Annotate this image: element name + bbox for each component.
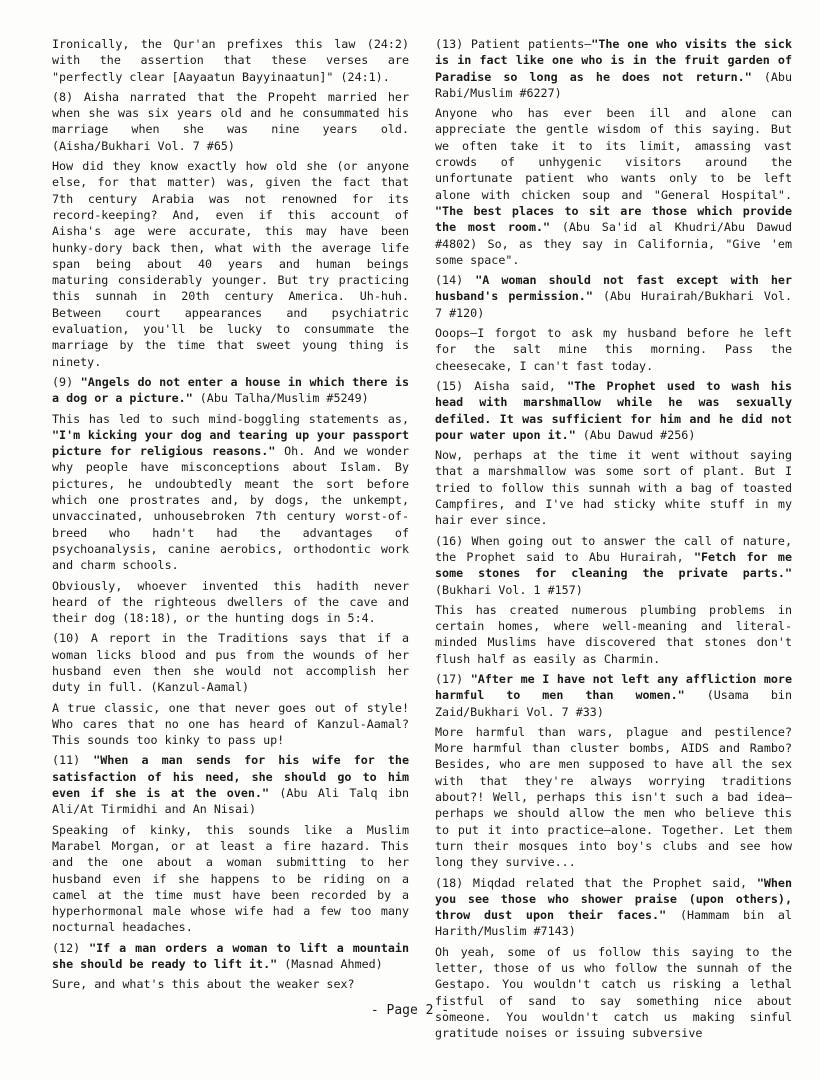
- paragraph: Ooops—I forgot to ask my husband before he left for the salt mine this morning. Pass the cheesecake, I can't fast today.: [435, 326, 792, 373]
- page-number: - Page 2 -: [370, 1003, 450, 1018]
- paragraph: [52, 752, 409, 817]
- paragraph-text: (Abu Hurairah/Bukhari Vol. 7 #120): [435, 289, 792, 320]
- paragraph-text: (Usama bin Zaid/Bukhari Vol. 7 #33): [435, 688, 792, 719]
- paragraph-text: Anyone who has ever been ill and alone can appreciate the gentle wisdom of this saying. But we often take it to its limit, amassing vast crowds of unhygenic visitors around the unfortunate patient who wants only to be left alone with chicken soup and "General Hospital".: [435, 106, 792, 202]
- paragraph: Speaking of kinky, this sounds like a Muslim Marabel Morgan, or at least a fire hazard. This and the one about a woman submitting to her husband even if she happens to be riding on a camel at the time must have been recorded by a hyperhormonal male whose wife had a few too many nocturnal headaches.: [52, 822, 409, 935]
- quoted-hadith: "I'm kicking your dog and tearing up your passport picture for religious reasons.": [52, 427, 409, 459]
- paragraph-text: Oh. And we wonder why people have misconceptions about Islam. By pictures, he undoubtedly meant the sort before which one prostrates and, by dogs, the unkempt, unvaccinated, unhousebroken 7th century worst-of-breed who hadn't had the advantages of psychoanalysis, canine aerobics, orthodontic work and charm schools.: [52, 444, 409, 573]
- paragraph-text: (Abu Rabi/Muslim #6227): [435, 69, 792, 100]
- paragraph-text: (Abu Sa'id al Khudri/Abu Dawud #4802) So, as they say in California, "Give 'em some space".: [435, 220, 792, 267]
- paragraph-text: (Bukhari Vol. 1 #157): [435, 582, 583, 597]
- paragraph-text: (14): [435, 273, 476, 288]
- quoted-hadith: "A woman should not fast except with her husband's permission.": [435, 273, 792, 304]
- quoted-hadith: "When you see those who shower praise (upon others), throw dust upon their faces.": [435, 875, 792, 923]
- paragraph: Sure, and what's this about the weaker sex?: [52, 977, 355, 992]
- paragraph-text: (13) Patient patients—: [435, 37, 592, 51]
- paragraph: Oh yeah, some of us follow this saying to the letter, those of us who follow the sunnah of the Gestapo. You wouldn't catch us risking a lethal fistful of sand to say something nice about someone. You wouldn't catch us making sinful gratitude noises or issuing subversive: [435, 944, 792, 1041]
- paragraph-text: (Masnad Ahmed): [277, 957, 383, 972]
- quoted-hadith: "Fetch for me some stones for cleaning the private parts.": [435, 549, 792, 581]
- paragraph: [52, 374, 409, 407]
- paragraph: [435, 105, 792, 268]
- quoted-hadith: "When a man sends for his wife for the satisfaction of his need, she should go to him even if she is at the oven.": [52, 753, 409, 801]
- paragraph: How did they know exactly how old she (or anyone else, for that matter) was, given the fact that 7th century Arabia was not renowned for its record-keeping? And, even if this account of Aisha's age were accurate, this may have been hunky-dory back then, what with the average life span being about 40 years and human beings maturing considerably younger. But try practicing this sunnah in 20th century America. Uh-huh. Between court appearances and psychiatric evaluation, you'll be lucky to consummate the marriage by the time that sweet young thing is ninety.: [52, 159, 409, 369]
- page-body: [52, 36, 793, 1041]
- paragraph-text: This has led to such mind-boggling statements as,: [52, 411, 409, 426]
- paragraph-text: (9): [52, 374, 81, 389]
- paragraph-text: (17): [435, 671, 471, 686]
- paragraph-text: (15) Aisha said,: [435, 378, 568, 393]
- quoted-hadith: "The one who visits the sick is in fact like one who is in the fruit garden of Paradise so long as he does not return.": [435, 37, 792, 84]
- paragraph: Now, perhaps at the time it went without saying that a marshmallow was some sort of plant. But I tried to follow this sunnah with a bag of toasted Campfires, and I've had sticky white stuff in my hair ever since.: [435, 448, 792, 528]
- paragraph-text: (12): [52, 940, 90, 955]
- quoted-hadith: "After me I have not left any affliction more harmful to men than women.": [435, 671, 792, 703]
- paragraph: (10) A report in the Traditions says that if a woman licks blood and pus from the wounds of her husband even then she would not accomplish her duty in full. (Kanzul-Aamal): [52, 631, 409, 695]
- quoted-hadith: "Angels do not enter a house in which there is a dog or a picture.": [52, 374, 409, 406]
- paragraph: (8) Aisha narrated that the Propeht married her when she was six years old and he consummated his marriage when she was nine years old. (Aisha/Bukhari Vol. 7 #65): [52, 89, 409, 153]
- right-column: [435, 36, 793, 1041]
- paragraph: [435, 378, 792, 443]
- quoted-hadith: "The best places to sit are those which provide the most room.": [435, 203, 792, 235]
- paragraph-text: (Abu Talha/Muslim #5249): [192, 391, 369, 406]
- quoted-hadith: "The Prophet used to wash his head with marshmallow while he was sexually defiled. It was sufficient for him and he did not pour water upon it.": [435, 378, 793, 442]
- paragraph: Obviously, whoever invented this hadith never heard of the righteous dwellers of the cave and their dog (18:18), or the hunting dogs in 5:4.: [52, 578, 409, 626]
- paragraph: This has created numerous plumbing problems in certain homes, where well-meaning and literal-minded Muslims have discovered that stones don't flush half as easily as Charmin.: [435, 602, 792, 666]
- paragraph-text: (18) Miqdad related that the Prophet said,: [435, 875, 757, 890]
- paragraph: [435, 875, 792, 940]
- quoted-hadith: "If a man orders a woman to lift a mountain she should be ready to lift it.": [52, 940, 409, 972]
- paragraph-text: (Hammam bin al Harith/Muslim #7143): [435, 908, 792, 939]
- paragraph: [435, 36, 792, 101]
- paragraph-text: (11): [52, 753, 94, 768]
- paragraph: [52, 411, 409, 574]
- paragraph: [52, 940, 409, 973]
- left-column: [52, 36, 409, 1011]
- paragraph: More harmful than wars, plague and pestilence? More harmful than cluster bombs, AIDS and Rambo? Besides, who are men supposed to have all the sex with that they're always worrying traditions about?! Well, perhaps this isn't such a bad idea—perhaps we should allow the men who believe this to put it into practice—alone. Together. Let them turn their mosques into boy's clubs and see how long they survive...: [435, 724, 792, 870]
- paragraph-text: (16) When going out to answer the call of nature, the Prophet said to Abu Hurairah,: [435, 533, 792, 564]
- paragraph-text: (Abu Ali Talq ibn Ali/At Tirmidhi and An Nisai): [52, 786, 409, 817]
- paragraph: [435, 533, 792, 598]
- paragraph: [435, 272, 792, 321]
- paragraph: Ironically, the Qur'an prefixes this law (24:2) with the assertion that these verses are "perfectly clear [Aayaatun Bayyinaatun]" (24:1).: [52, 37, 409, 84]
- paragraph: [435, 671, 792, 720]
- paragraph-text: (Abu Dawud #256): [575, 427, 696, 442]
- paragraph: A true classic, one that never goes out of style! Who cares that no one has heard of Kanzul-Aamal? This sounds too kinky to pass up!: [52, 700, 409, 748]
